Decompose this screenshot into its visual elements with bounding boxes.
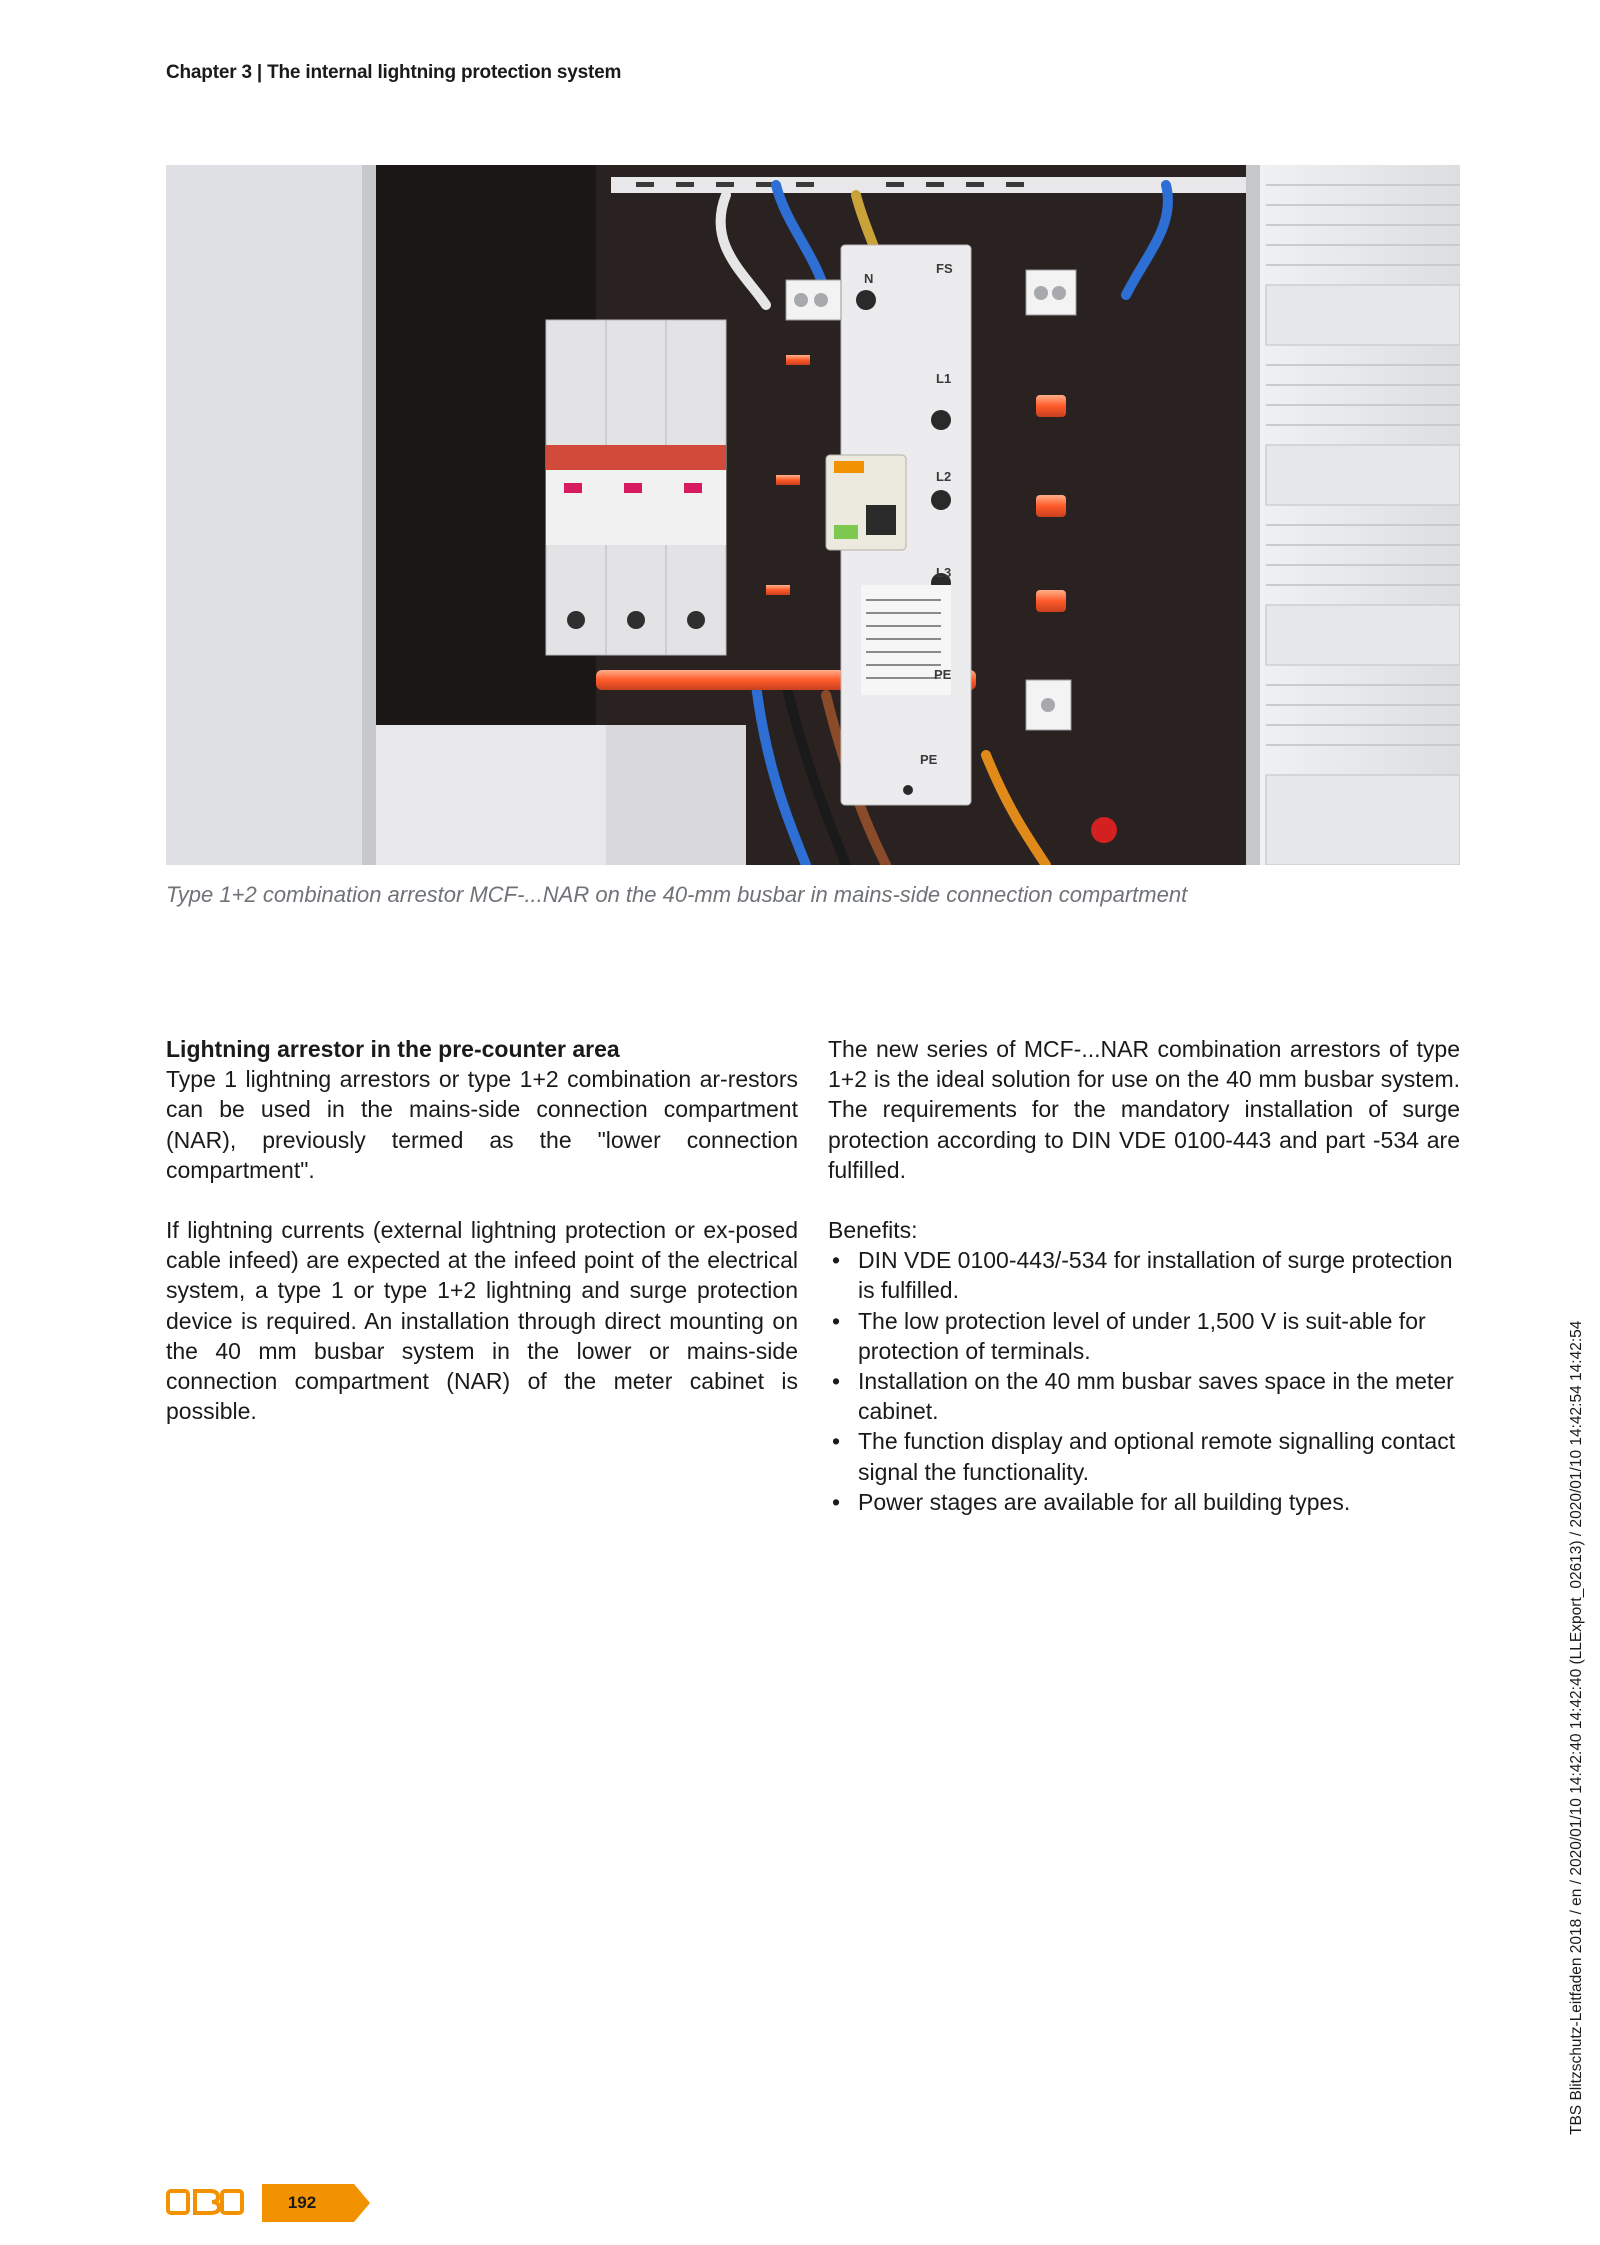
label-l1: L1 [936,371,952,386]
label-pe-bottom: PE [920,752,938,767]
photo-caption: Type 1+2 combination arrestor MCF-...NAR on the 40-mm busbar in mains-side connection compartment [166,882,1188,907]
list-item: • The low protection level of under 1,500 V is suit-able for protection of terminals. [828,1306,1460,1366]
label-l3: L3 [936,565,952,580]
product-photo [166,165,1460,865]
list-item: • Power stages are available for all building types. [828,1487,1460,1517]
label-fs: FS [936,261,953,276]
benefits-list [828,1245,1460,1517]
left-paragraph-2: If lightning currents (external lightning protection or ex-posed cable infeed) are expected at the infeed point of the electrical system, a type 1 or type 1+2 lightning and surge protection device is required. An installation through direct mounting on the 40 mm busbar system in the lower or mains-side connection compartment (NAR) of the meter cabinet is possible. [166,1217,798,1425]
benefits-label: Benefits: [828,1217,918,1244]
list-item: • The function display and optional remote signalling contact signal the functionality. [828,1426,1460,1486]
list-item: • DIN VDE 0100-443/-534 for installation of surge protection is fulfilled. [828,1245,1460,1305]
list-item: • Installation on the 40 mm busbar saves space in the meter cabinet. [828,1366,1460,1426]
left-paragraph-1: Type 1 lightning arrestors or type 1+2 combination ar-restors can be used in the mains-side connection compartment (NAR), previously termed as the "lower connection compartment". [166,1066,798,1183]
label-l2: L2 [936,469,952,484]
obo-logo [166,2188,244,2216]
label-pe-top: PE [934,667,952,682]
section-heading: Lightning arrestor in the pre-counter area [166,1036,620,1062]
right-column [828,1034,1460,1517]
logo-text: OBO [166,2188,169,2189]
side-imprint: TBS Blitzschutz-Leitfaden 2018 / en / 2020/01/10 14:42:40 14:42:40 (LLExport_02613) / 2020/01/10 14:42:54 14:42:54 [1568,1320,1585,2135]
right-paragraph-1: The new series of MCF-...NAR combination arrestors of type 1+2 is the ideal solution for use on the 40 mm busbar system. The requirements for the mandatory installation of surge protection according to DIN VDE 0100-443 and part -534 are fulfilled. [828,1036,1460,1183]
label-n: N [864,271,874,286]
page-number: 192 [287,2193,317,2212]
chapter-header: Chapter 3 | The internal lightning protection system [166,62,622,83]
left-column [166,1034,798,1426]
